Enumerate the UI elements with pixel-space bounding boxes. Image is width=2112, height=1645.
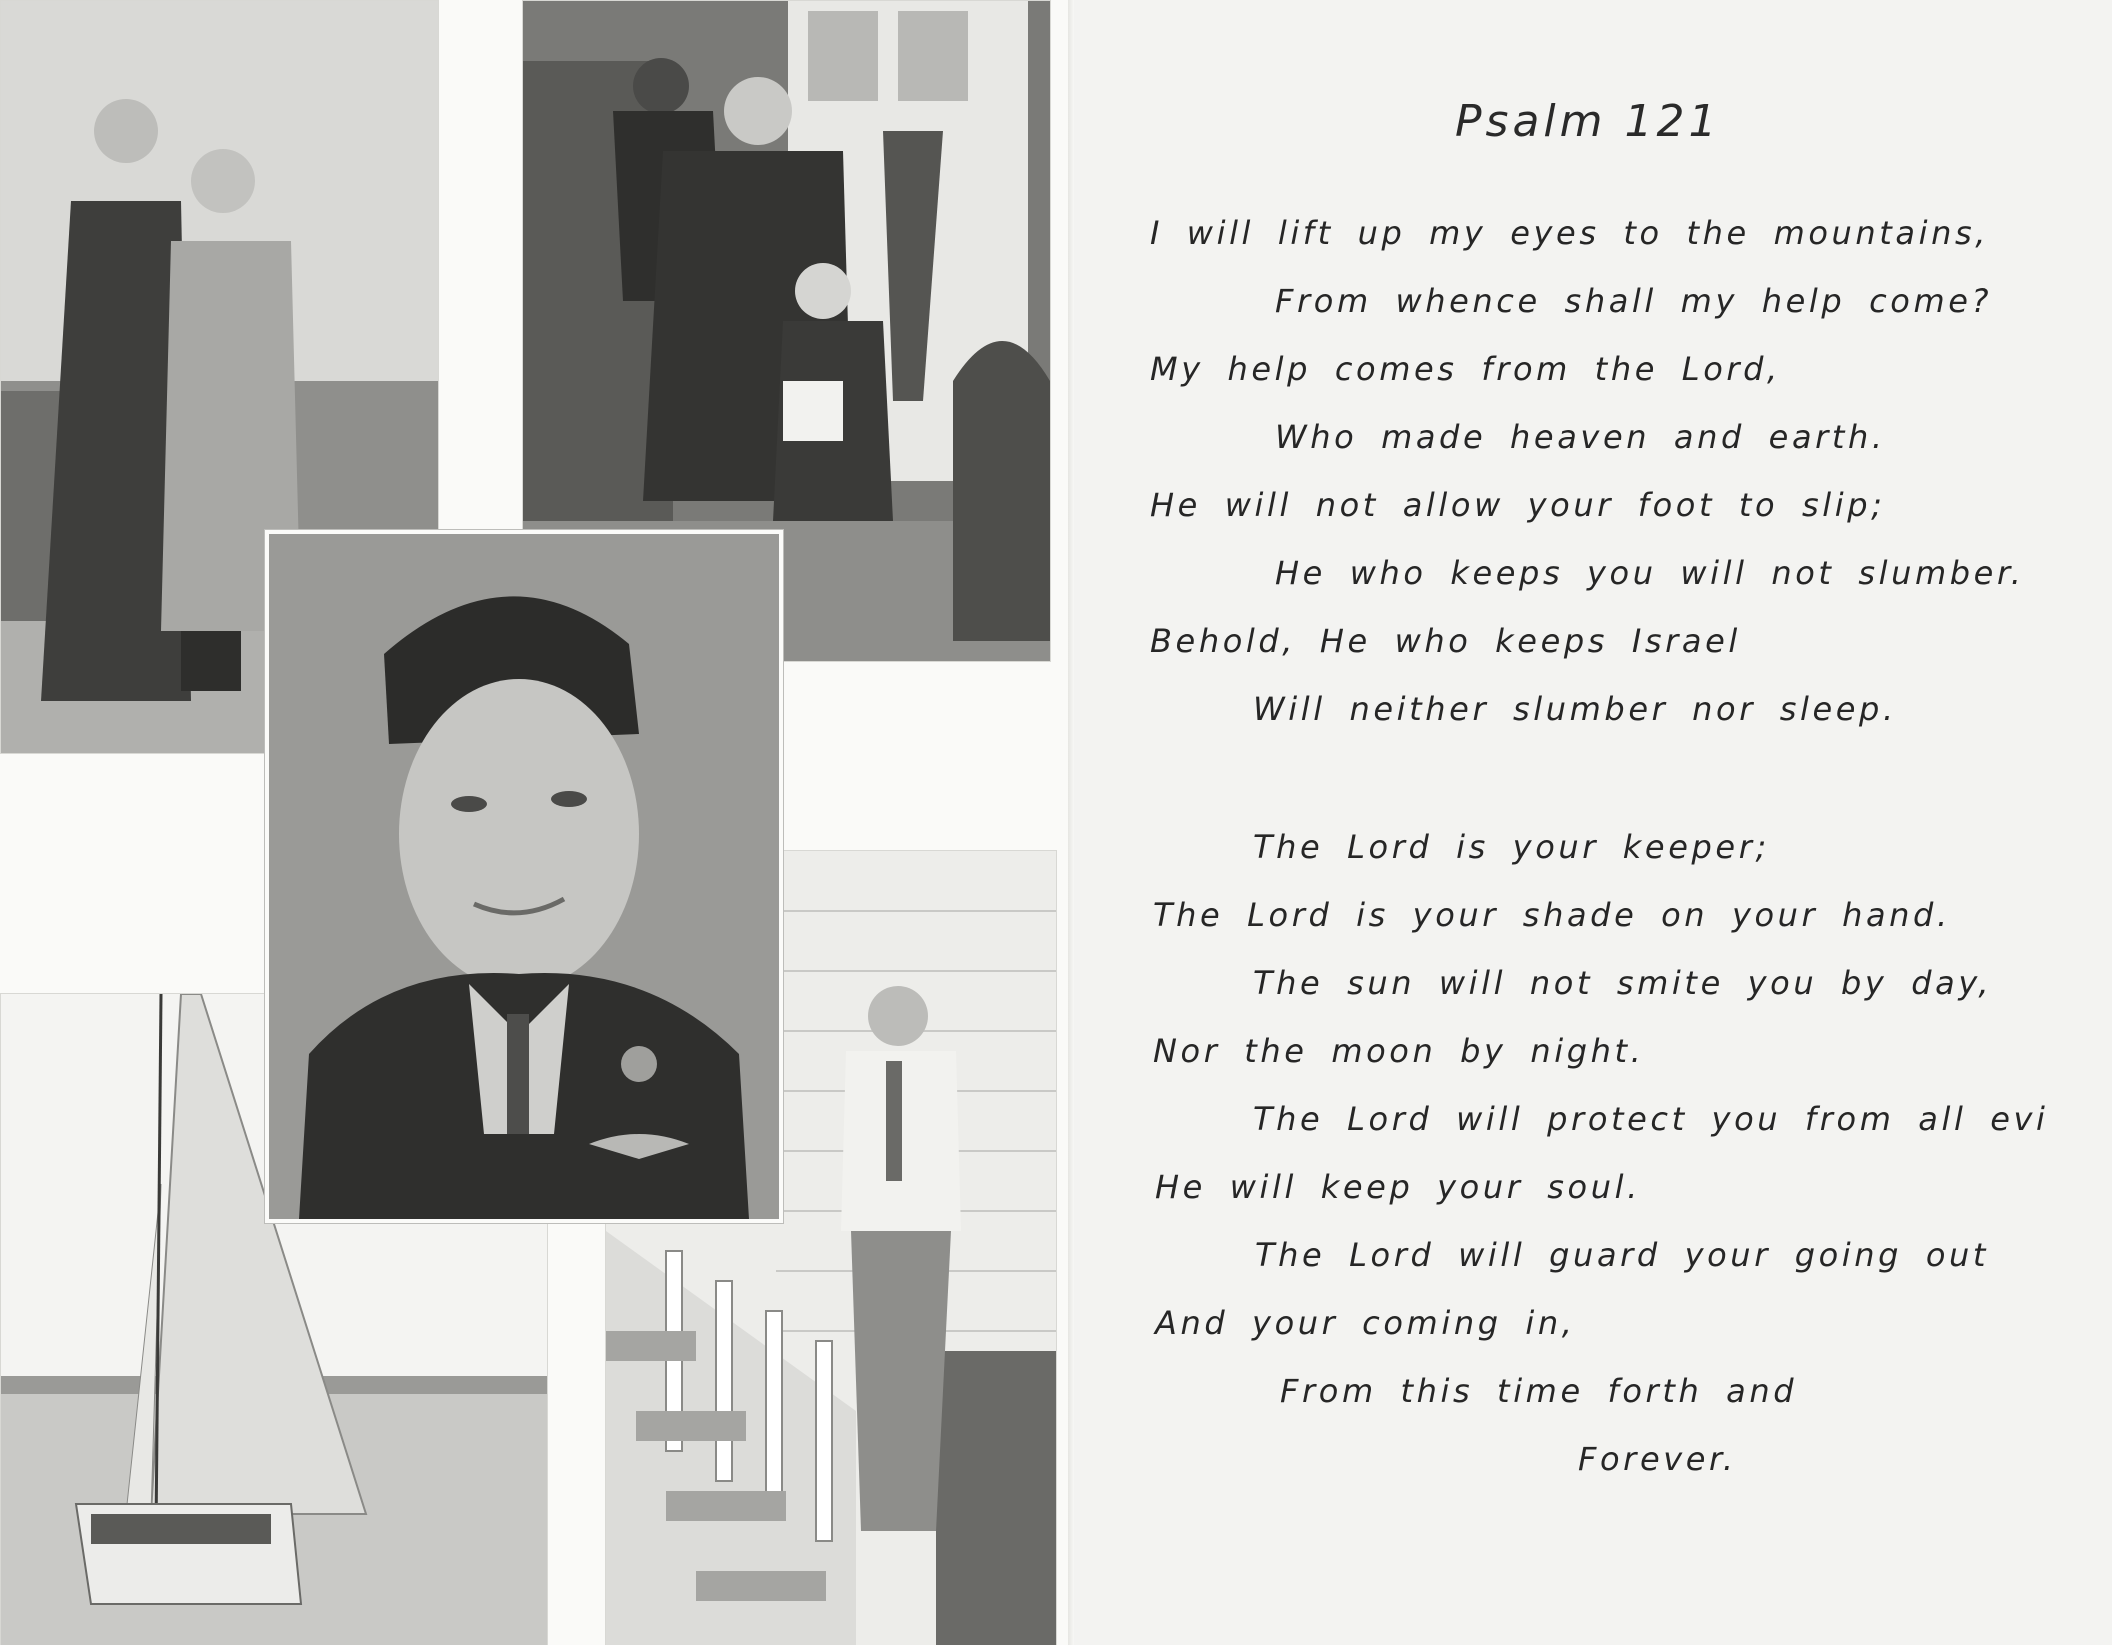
verse-line: I will lift up my eyes to the mountains, [1150, 214, 1990, 252]
verse-line: The Lord will protect you from all evi [1253, 1100, 2049, 1138]
verse-line: From this time forth and [1280, 1372, 1798, 1410]
poem-title: Psalm 121 [1455, 96, 1721, 147]
verse-line: The Lord will guard your going out [1255, 1236, 1990, 1274]
soldier-portrait-photo [265, 530, 783, 1223]
verse-line: Forever. [1578, 1440, 1737, 1478]
verse-line: He who keeps you will not slumber. [1275, 554, 2025, 592]
verse-line: And your coming in, [1155, 1304, 1576, 1342]
verse-line: My help comes from the Lord, [1150, 350, 1781, 388]
verse-line: The sun will not smite you by day, [1253, 964, 1993, 1002]
verse-line: The Lord is your shade on your hand. [1153, 896, 1951, 934]
verse-line: He will keep your soul. [1155, 1168, 1641, 1206]
verse-line: Behold, He who keeps Israel [1150, 622, 1741, 660]
verse-line: Will neither slumber nor sleep. [1253, 690, 1897, 728]
verse-line: Who made heaven and earth. [1275, 418, 1886, 456]
verse-line: The Lord is your keeper; [1253, 828, 1770, 866]
verse-line: Nor the moon by night. [1153, 1032, 1645, 1070]
verse-line: From whence shall my help come? [1275, 282, 1993, 320]
verse-line: He will not allow your foot to slip; [1150, 486, 1886, 524]
